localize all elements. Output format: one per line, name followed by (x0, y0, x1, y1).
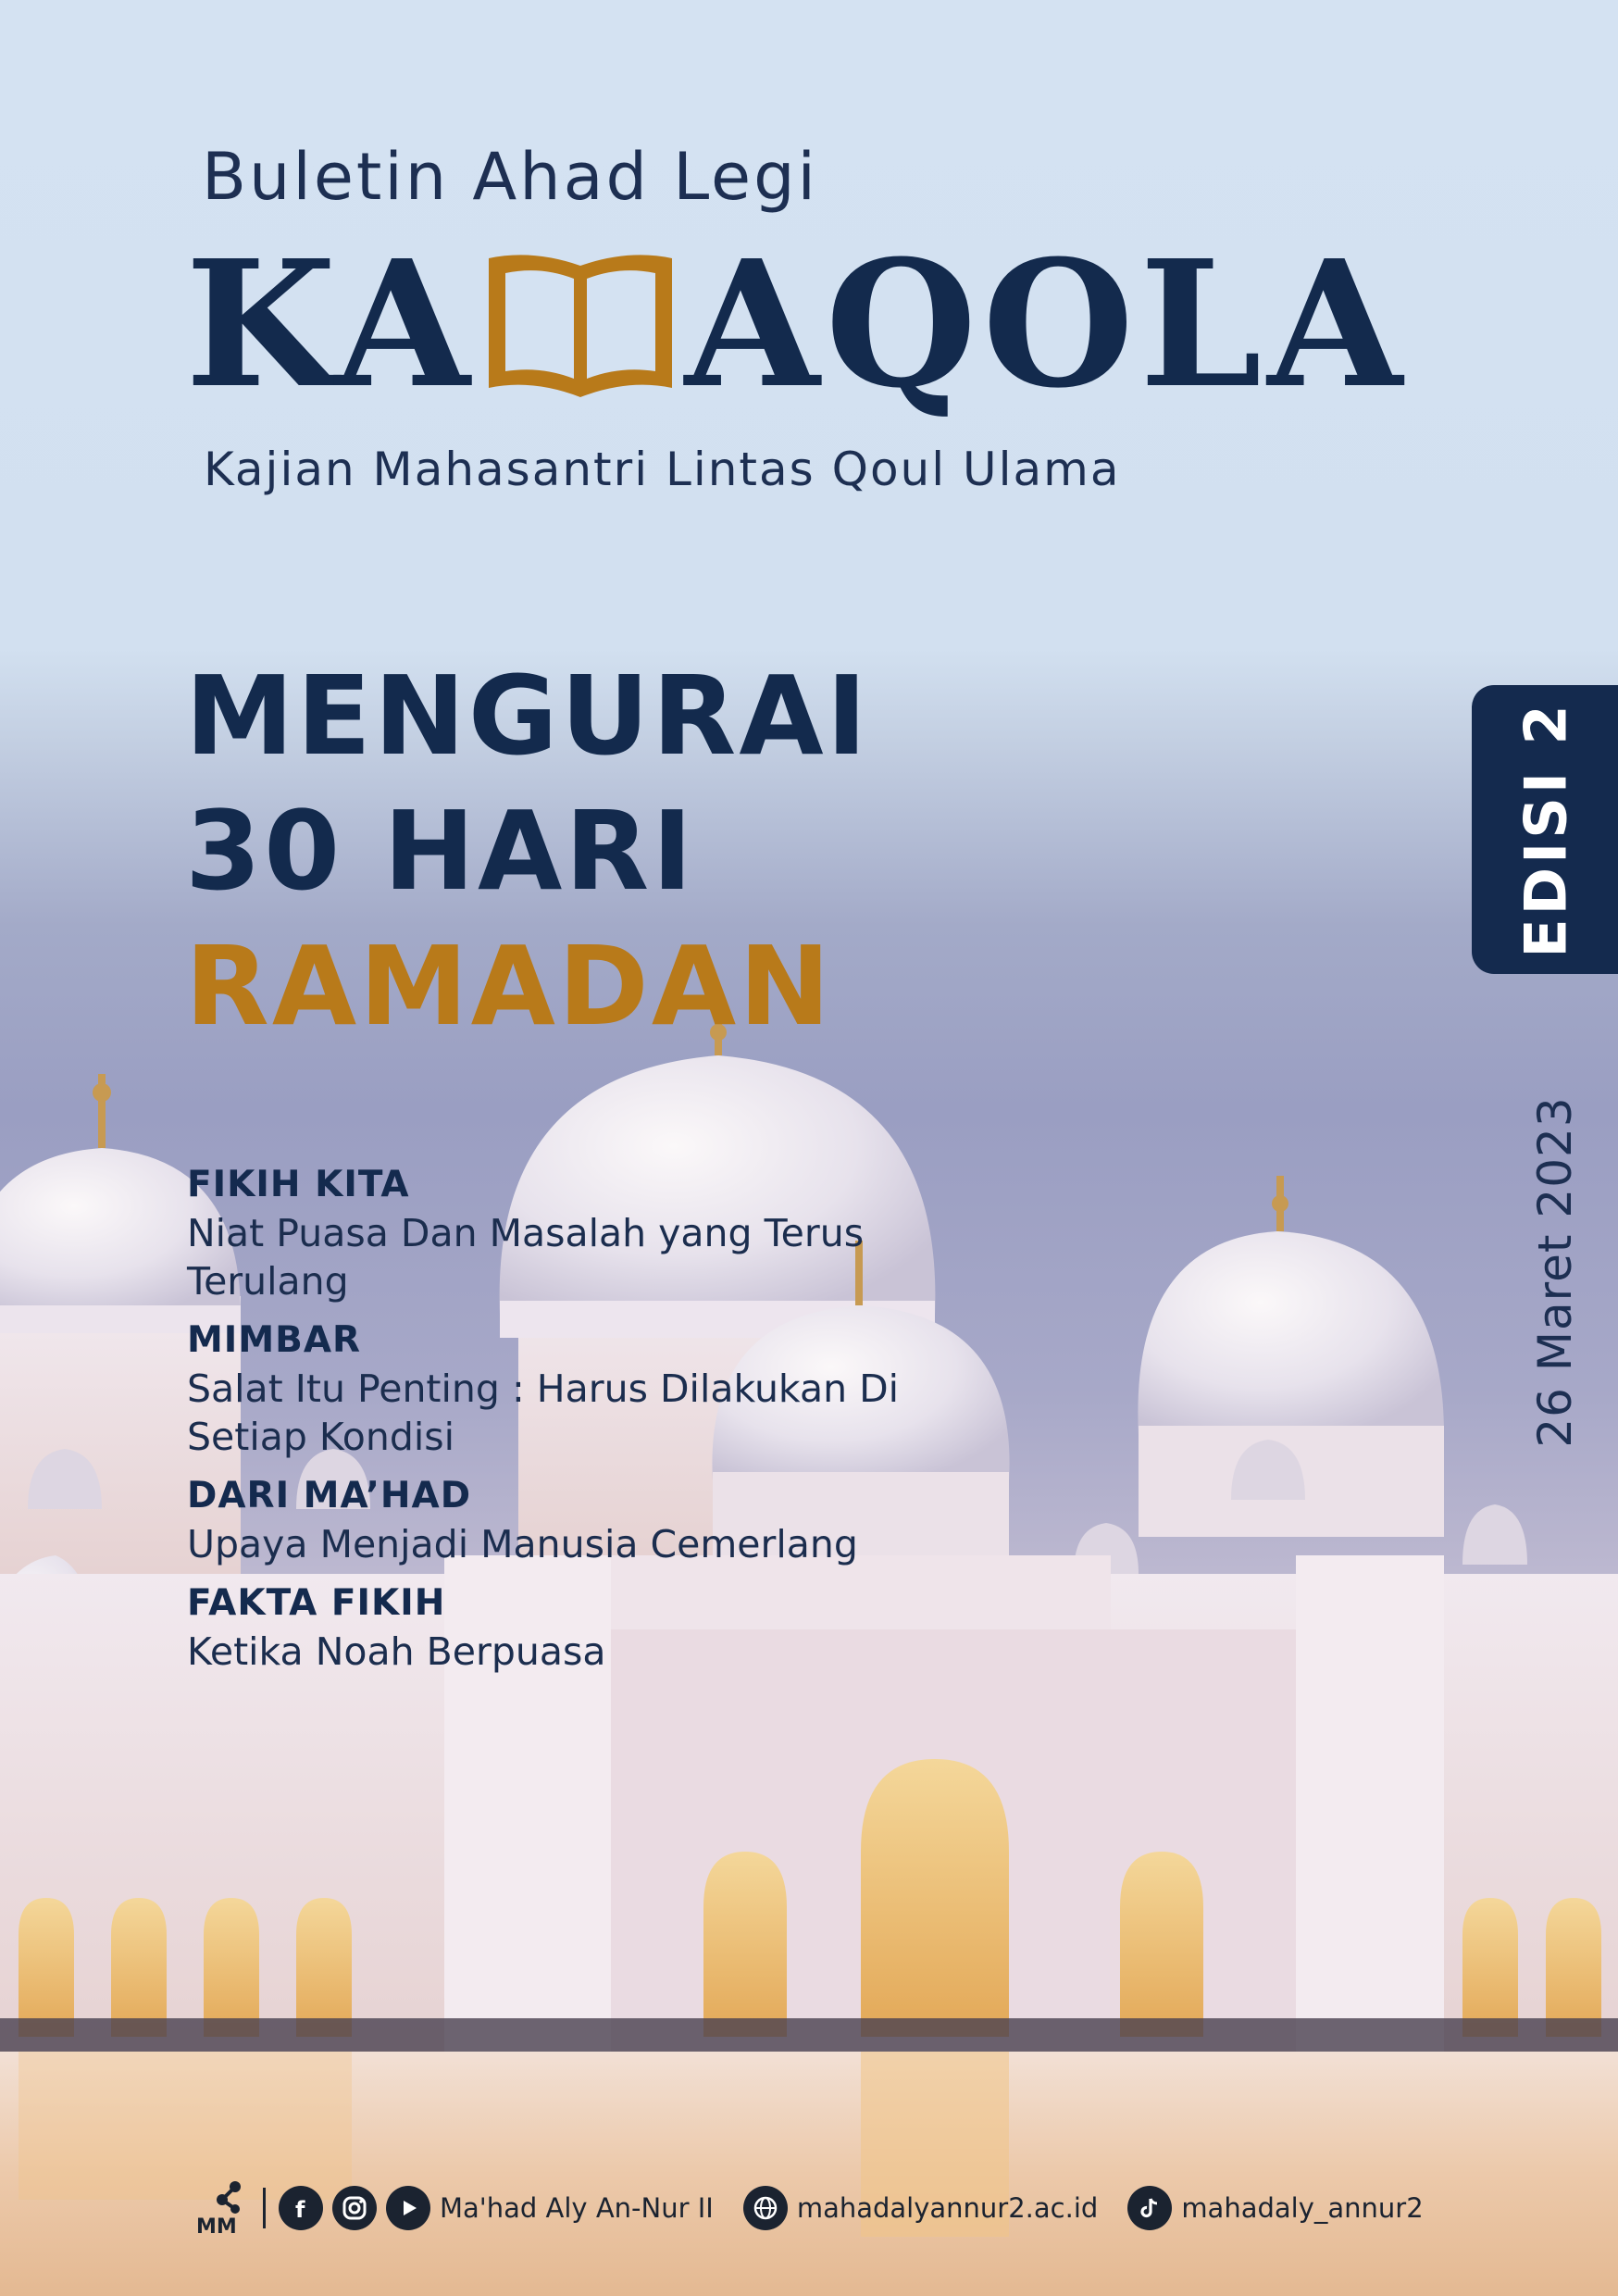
institution-name: Ma'had Aly An-Nur II (440, 2192, 714, 2224)
magazine-logo (185, 222, 1409, 427)
toc-title: Niat Puasa Dan Masalah yang Terus Terulang (187, 1211, 865, 1304)
facebook-icon[interactable] (279, 2186, 323, 2230)
toc-item (187, 1472, 983, 1568)
youtube-icon[interactable] (386, 2186, 430, 2230)
logo-text-left: KA (185, 222, 476, 427)
edition-label: EDISI 2 (1512, 701, 1580, 958)
headline-line-3: RAMADAN (185, 922, 833, 1050)
toc-category: FAKTA FIKIH (187, 1582, 446, 1624)
footer-divider (263, 2188, 266, 2228)
toc-item (187, 1161, 983, 1305)
globe-icon[interactable] (743, 2186, 788, 2230)
headline-line-1: MENGURAI (185, 652, 870, 780)
tiktok-icon[interactable] (1127, 2186, 1172, 2230)
bulletin-series: Buletin Ahad Legi (202, 139, 818, 215)
mm-logo-icon (194, 2179, 250, 2237)
footer-bar (194, 2176, 1424, 2240)
toc-item (187, 1316, 983, 1461)
toc-title: Upaya Menjadi Manusia Cemerlang (187, 1522, 858, 1566)
toc-title: Ketika Noah Berpuasa (187, 1629, 606, 1674)
svg-text:f: f (295, 2197, 305, 2222)
issue-date: 26 Maret 2023 (1528, 1096, 1582, 1448)
toc-category: DARI MA’HAD (187, 1475, 472, 1516)
open-book-icon (481, 249, 679, 406)
website-link[interactable]: mahadalyannur2.ac.id (796, 2192, 1099, 2224)
svg-text:MM: MM (196, 2215, 237, 2237)
tiktok-handle[interactable]: mahadaly_annur2 (1181, 2192, 1424, 2224)
toc-item (187, 1579, 983, 1676)
toc-title: Salat Itu Penting : Harus Dilakukan Di Setiap Kondisi (187, 1366, 900, 1459)
instagram-icon[interactable] (332, 2186, 377, 2230)
edition-tab (1472, 685, 1618, 974)
toc-category: MIMBAR (187, 1319, 362, 1361)
logo-text-right: AQOLA (684, 222, 1409, 427)
toc-category: FIKIH KITA (187, 1164, 410, 1205)
cover-headline (185, 648, 870, 1054)
table-of-contents (187, 1161, 983, 1687)
headline-line-2: 30 HARI (185, 787, 696, 915)
tagline: Kajian Mahasantri Lintas Qoul Ulama (204, 443, 1121, 496)
